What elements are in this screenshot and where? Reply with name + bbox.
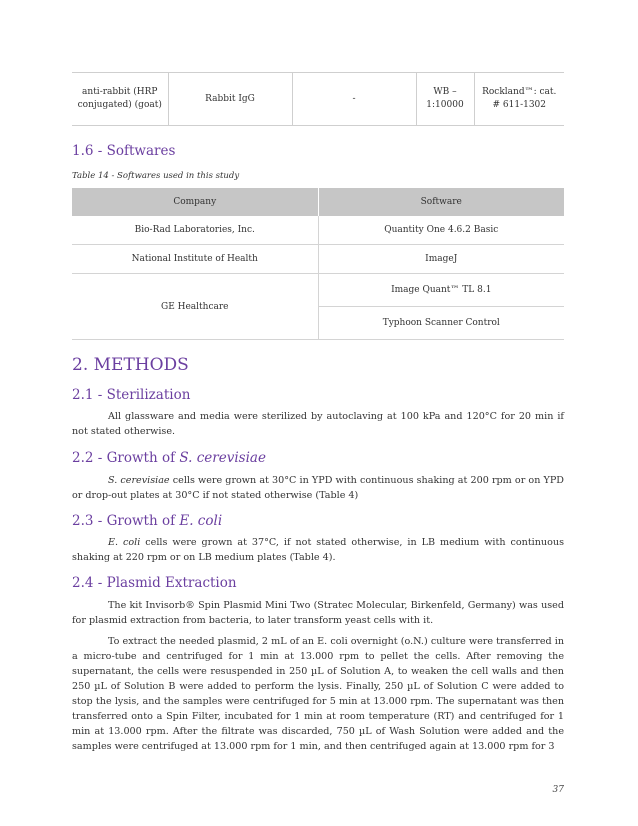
software-cell: Image Quant™ TL 8.1 (318, 274, 564, 307)
page-number: 37 (552, 785, 564, 795)
chapter-title: 2. METHODS (72, 355, 189, 375)
company-cell: GE Healthcare (72, 274, 318, 340)
software-cell: ImageJ (318, 245, 564, 274)
section-heading-sterilization: 2.1 - Sterilization (72, 387, 191, 403)
section-heading-softwares: 1.6 - Softwares (72, 143, 176, 159)
company-cell: National Institute of Health (72, 245, 318, 274)
paragraph-plasmid-protocol: To extract the needed plasmid, 2 mL of an E. coli overnight (o.N.) culture were transferred in a micro-tube and centrifuged for 1 min at 13.000 rpm to pellet the cells. After removing the supernatant, the cells were resuspended in 250 µL of Solution A, to weaken the cell walls and then 250 µL of Solution B were added to perform the lysis. Finally, 250 µL of Solution C were added to stop the lysis, and the samples were centrifuged for 5 min at 13.000 rpm. The supernatant was then transferred onto a Spin Filter, incubated for 1 min at room temperature (RT) and centrifuged for 1 min at 13.000 rpm. After the filtrate was discarded, 750 µL of Wash Solution were added and the samples were centrifuged at 13.000 rpm for 1 min, and then centrifuged again at 13.000 rpm for 3 (72, 636, 564, 752)
paragraph-growth-ecoli: E. coli cells were grown at 37°C, if not stated otherwise, in LB medium with continuous shaking at 220 rpm or on LB medium plates (Table 4). (72, 537, 564, 563)
software-cell: Quantity One 4.6.2 Basic (318, 216, 564, 245)
software-cell: Typhoon Scanner Control (318, 307, 564, 340)
target-cell: Rabbit IgG (168, 73, 292, 126)
company-cell: Bio-Rad Laboratories, Inc. (72, 216, 318, 245)
table-row (72, 245, 564, 274)
software-table (72, 188, 564, 340)
paragraph-sterilization: All glassware and media were sterilized by autoclaving at 100 kPa and 120°C for 20 min if not stated otherwise. (72, 411, 564, 437)
column-header-software: Software (318, 188, 564, 216)
paragraph-growth-yeast: S. cerevisiae cells were grown at 30°C in YPD with continuous shaking at 200 rpm or on YPD or drop-out plates at 30°C if not stated otherwise (Table 4) (72, 475, 564, 501)
antibody-table (72, 72, 564, 126)
dilution-cell: - (292, 73, 416, 126)
table-row (72, 274, 564, 307)
table-row (72, 216, 564, 245)
table-header-row (72, 188, 564, 216)
antibody-cell: anti-rabbit (HRP conjugated) (goat) (72, 73, 168, 126)
section-heading-growth-ecoli: 2.3 - Growth of E. coli (72, 513, 223, 529)
supplier-cell: Rockland™: cat. # 611-1302 (474, 73, 564, 126)
table-caption: Table 14 - Softwares used in this study (72, 171, 240, 181)
table-row (72, 73, 564, 126)
column-header-company: Company (72, 188, 318, 216)
paragraph-plasmid-kit: The kit Invisorb® Spin Plasmid Mini Two (Stratec Molecular, Birkenfeld, Germany) was used for plasmid extraction from bacteria, to later transform yeast cells with it. (72, 600, 564, 626)
application-cell: WB – 1:10000 (416, 73, 474, 126)
section-heading-growth-yeast: 2.2 - Growth of S. cerevisiae (72, 450, 266, 466)
section-heading-plasmid-extraction: 2.4 - Plasmid Extraction (72, 575, 237, 591)
